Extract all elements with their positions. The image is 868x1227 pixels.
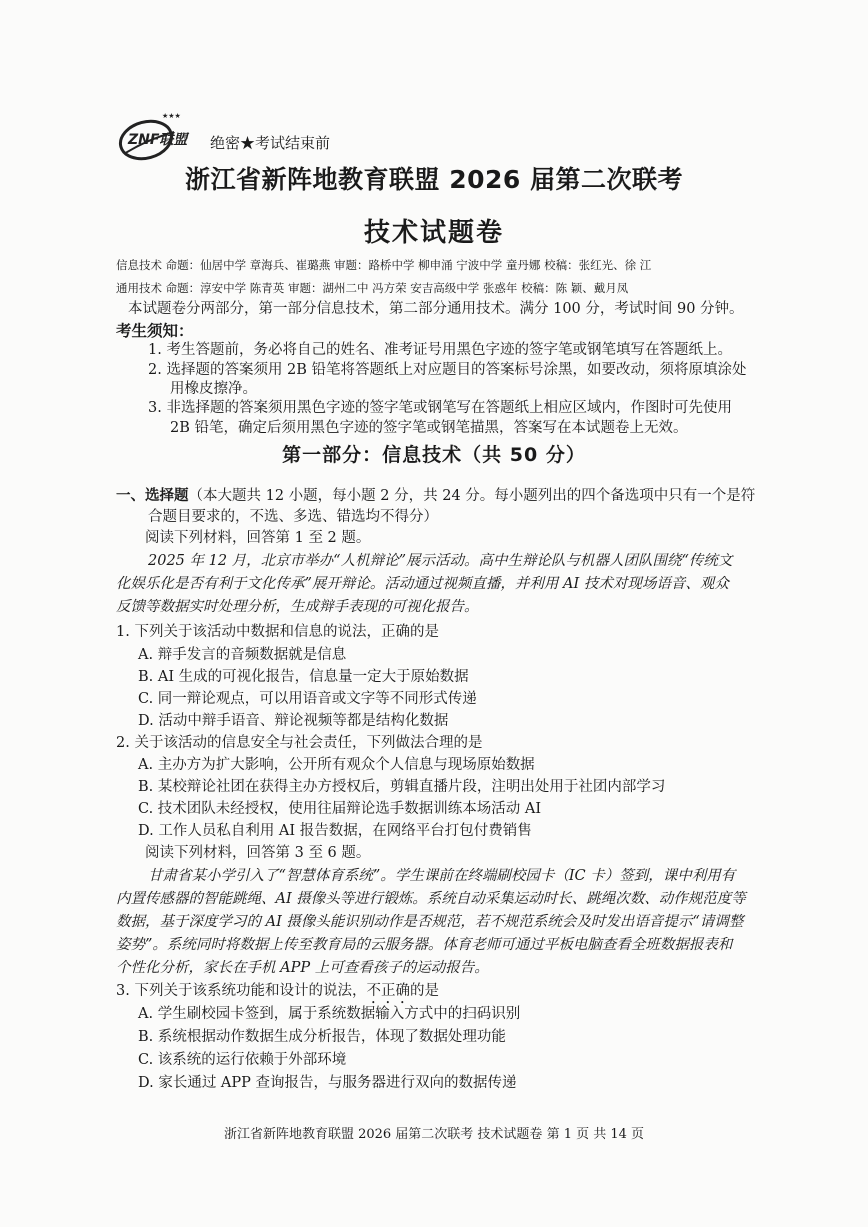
logo: [116, 110, 208, 162]
q3-option-c: C. 该系统的运行依赖于外部环境: [138, 1052, 347, 1068]
q2-option-a: A. 主办方为扩大影响，公开所有观众个人信息与现场原始数据: [138, 757, 535, 773]
q2-option-c: C. 技术团队未经授权，使用往届辩论选手数据训练本场活动 AI: [138, 801, 542, 817]
read-instruction-1: 阅读下列材料，回答第 1 至 2 题。: [145, 530, 371, 546]
exam-subtitle: 技术试题卷: [363, 218, 504, 248]
q3-stem-post: 的是: [409, 983, 439, 999]
material-2-line: 数据，基于深度学习的 AI 摄像头能识别动作是否规范，若不规范系统会及时发出语音提示“请调整: [116, 914, 744, 930]
question-1-stem: 1. 下列关于该活动中数据和信息的说法，正确的是: [116, 624, 439, 640]
q2-option-b: B. 某校辩论社团在获得主办方授权后，剪辑直播片段，注明出处用于社团内部学习: [138, 779, 666, 795]
material-2-line: 甘肃省某小学引入了“智慧体育系统”。学生课前在终端刷校园卡（IC 卡）签到，课中利用有: [148, 868, 736, 884]
page-footer: 浙江省新阵地教育联盟 2026 届第二次联考 技术试题卷 第 1 页 共 14 页: [223, 1127, 645, 1142]
notice-item: 用橡皮擦净。: [170, 381, 257, 397]
material-2-line: 内置传感器的智能跳绳、AI 摄像头等进行锻炼。系统自动采集运动时长、跳绳次数、动作规范度等: [116, 891, 746, 907]
notice-heading: 考生须知：: [116, 322, 194, 340]
section-desc-cont: 合题目要求的，不选、多选、错选均不得分）: [148, 509, 438, 525]
material-1-line: 反馈等数据实时处理分析，生成辩手表现的可视化报告。: [116, 599, 479, 615]
question-2-stem: 2. 关于该活动的信息安全与社会责任，下列做法合理的是: [116, 735, 483, 751]
notice-item: 1. 考生答题前，务必将自己的姓名、准考证号用黑色字迹的签字笔或钢笔填写在答题纸上。: [148, 342, 732, 358]
q1-option-d: D. 活动中辩手语音、辩论视频等都是结构化数据: [138, 713, 449, 729]
credit-line-gt: 通用技术 命题：淳安中学 陈青英 审题：湖州二中 冯方荣 安吉高级中学 张惑年 校稿：陈 颖、戴月凤: [116, 281, 629, 295]
q1-option-c: C. 同一辩论观点，可以用语音或文字等不同形式传递: [138, 691, 477, 707]
section-desc: （本大题共 12 小题，每小题 2 分，共 24 分。每小题列出的四个备选项中只有一个是符: [188, 488, 756, 504]
notice-item: 2B 铅笔，确定后须用黑色字迹的签字笔或钢笔描黑，答案写在本试题卷上无效。: [170, 420, 688, 436]
secret-label: 绝密★考试结束前: [210, 134, 331, 152]
q1-option-b: B. AI 生成的可视化报告，信息量一定大于原始数据: [138, 669, 469, 685]
q3-stem-emphasis: 不正确: [366, 983, 410, 999]
section-label: 一、选择题: [116, 488, 189, 504]
exam-title: 浙江省新阵地教育联盟 2026 届第二次联考: [185, 165, 683, 194]
logo-text: ZNF联盟: [128, 132, 188, 148]
material-2-line: 个性化分析，家长在手机 APP 上可查看孩子的运动报告。: [116, 960, 489, 976]
credit-line-it: 信息技术 命题：仙居中学 章海兵、崔璐燕 审题：路桥中学 柳申涌 宁波中学 童丹娜 校稿：张红光、徐 江: [116, 258, 652, 272]
q1-option-a: A. 辩手发言的音频数据就是信息: [138, 647, 347, 663]
notice-item: 3. 非选择题的答案须用黑色字迹的签字笔或钢笔写在答题纸上相应区域内，作图时可先使用: [148, 400, 732, 416]
q3-option-a: A. 学生刷校园卡签到，属于系统数据输入方式中的扫码识别: [138, 1006, 521, 1022]
section-heading: [116, 484, 755, 505]
material-1-line: 2025 年 12 月，北京市举办“人机辩论”展示活动。高中生辩论队与机器人团队围绕“传统文: [148, 553, 733, 569]
svg-text:★★★: ★★★: [162, 112, 181, 120]
notice-item: 2. 选择题的答案须用 2B 铅笔将答题纸上对应题目的答案标号涂黑，如要改动，须将原填涂处: [148, 362, 747, 378]
intro-text: 本试题卷分两部分，第一部分信息技术，第二部分通用技术。满分 100 分，考试时间 90 分钟。: [128, 301, 744, 317]
material-2-line: 姿势”。系统同时将数据上传至教育局的云服务器。体育老师可通过平板电脑查看全班数据报表和: [116, 937, 733, 953]
q3-option-d: D. 家长通过 APP 查询报告，与服务器进行双向的数据传递: [138, 1075, 517, 1091]
q3-option-b: B. 系统根据动作数据生成分析报告，体现了数据处理功能: [138, 1029, 506, 1045]
q2-option-d: D. 工作人员私自利用 AI 报告数据，在网络平台打包付费销售: [138, 823, 532, 839]
q3-stem-pre: 3. 下列关于该系统功能和设计的说法，: [116, 983, 367, 999]
part1-title: 第一部分：信息技术（共 50 分）: [282, 444, 586, 466]
read-instruction-2: 阅读下列材料，回答第 3 至 6 题。: [145, 845, 371, 861]
material-1-line: 化娱乐化是否有利于文化传承”展开辩论。活动通过视频直播，并利用 AI 技术对现场语音、观众: [116, 576, 729, 592]
